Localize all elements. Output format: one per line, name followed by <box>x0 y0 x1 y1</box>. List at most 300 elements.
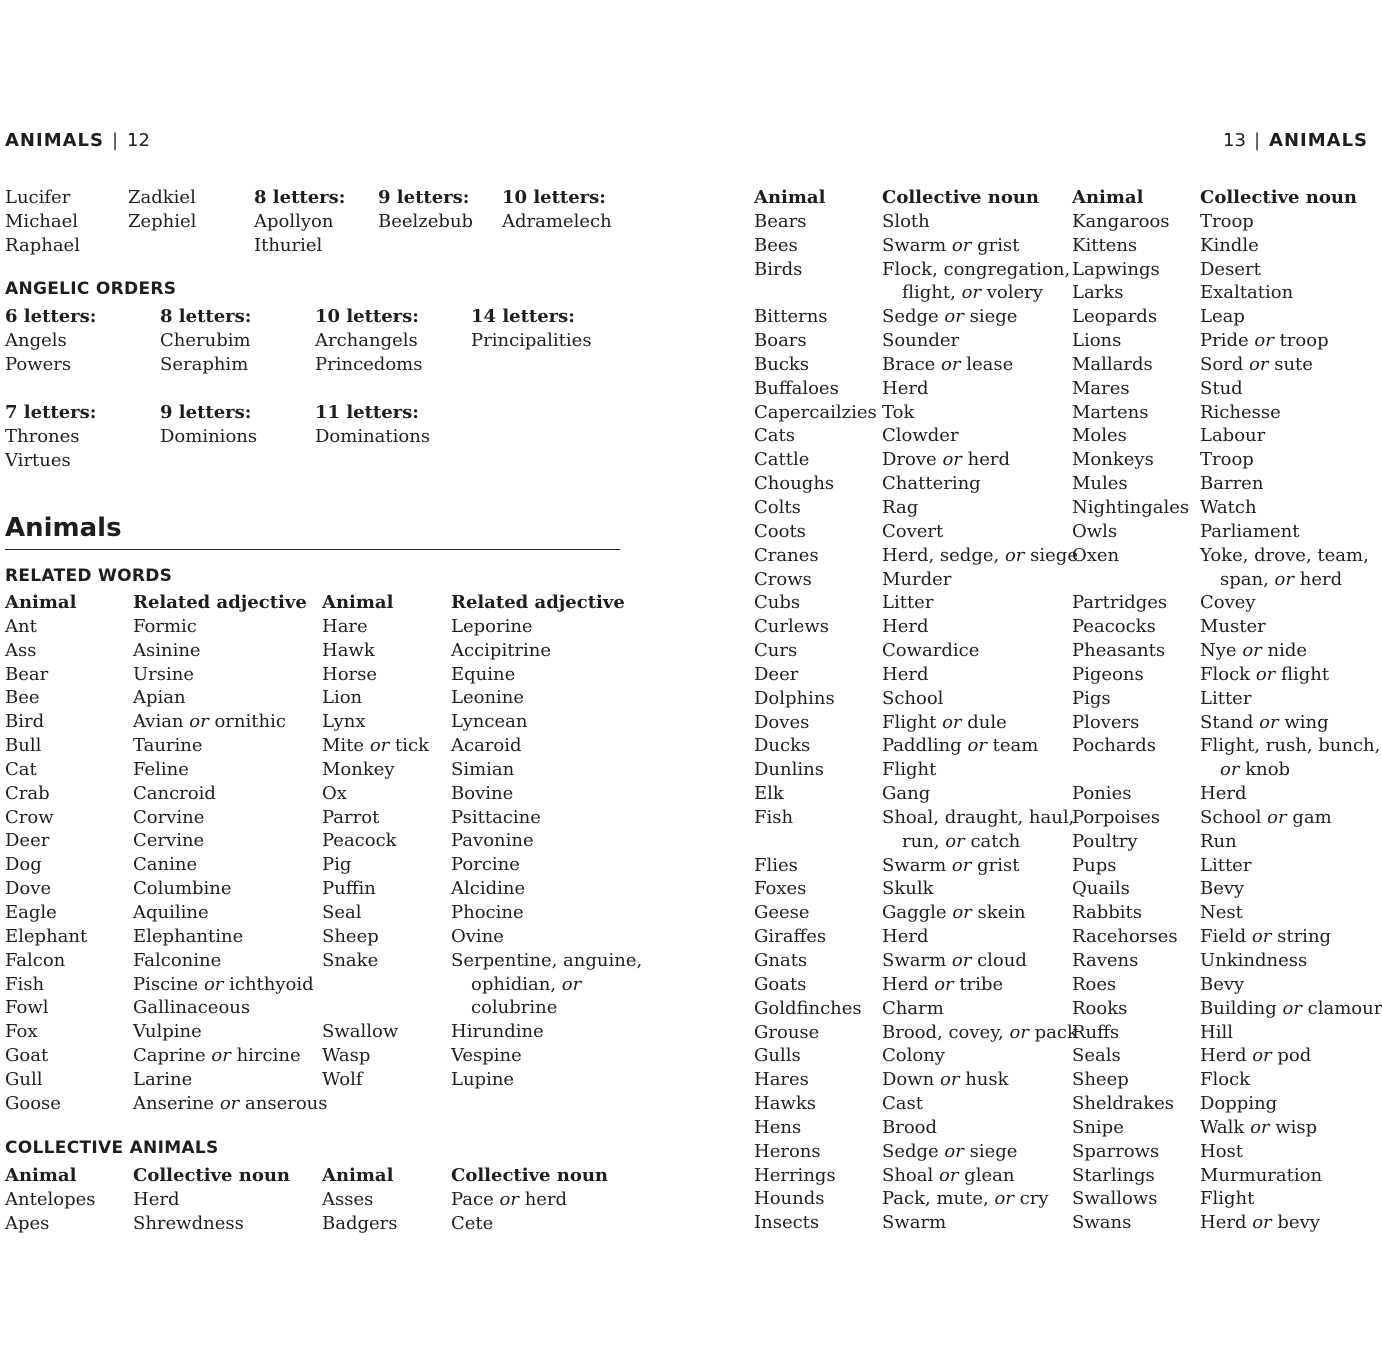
table-cell: Down or husk <box>882 1069 1009 1091</box>
table-cell: Hirundine <box>451 1021 544 1043</box>
table-cell: Barren <box>1200 473 1264 495</box>
table-cell: Lucifer <box>5 187 71 208</box>
column-collective-noun <box>1200 186 1382 1235</box>
cell-list <box>133 615 328 1116</box>
table-cell: Cattle <box>754 449 810 471</box>
table-cell: Gaggle or skein <box>882 902 1026 924</box>
or-conjunction: or <box>561 973 582 995</box>
table-cell: Fish <box>5 973 45 995</box>
table-cell: Mules <box>1072 473 1128 495</box>
table-cell: Serpentine, anguine, <box>451 949 643 971</box>
table-cell: School <box>882 687 944 709</box>
table-cell: Pig <box>322 854 352 876</box>
table-cell: Apes <box>5 1212 50 1234</box>
or-conjunction: or <box>1267 806 1287 828</box>
table-cell: Acaroid <box>451 735 522 757</box>
table-cell: Leopards <box>1072 306 1158 328</box>
cell-list <box>133 1188 290 1236</box>
table-cell: Paddling or team <box>882 735 1039 757</box>
table-cell: Raphael <box>5 234 80 256</box>
table-cell: Herd <box>882 663 929 685</box>
table-cell: Mares <box>1072 377 1130 399</box>
table-cell: Asses <box>322 1188 374 1210</box>
table-cell: Ass <box>5 639 37 661</box>
table-cell: Lyncean <box>451 711 528 733</box>
table-cell: Owls <box>1072 520 1118 542</box>
table-cell: Swarm or grist <box>882 234 1020 256</box>
group-heading: 11 letters: <box>315 402 419 423</box>
table-cell: Clowder <box>882 425 959 447</box>
or-conjunction: or <box>1249 353 1269 375</box>
table-cell: Watch <box>1200 496 1257 518</box>
table-cell: Elephantine <box>133 925 244 947</box>
table-cell: Swarm <box>882 1212 947 1234</box>
table-cell: Mallards <box>1072 353 1153 375</box>
table-cell: Elephant <box>5 925 88 947</box>
or-conjunction: or <box>1242 640 1262 662</box>
table-cell: Feline <box>133 758 189 780</box>
or-conjunction: or <box>1251 926 1272 948</box>
table-cell: Bees <box>754 234 798 256</box>
column-adjective <box>451 591 642 1092</box>
table-cell: Capercailzies <box>754 401 877 423</box>
table-cell: Geese <box>754 902 810 924</box>
table-cell: Pheasants <box>1072 640 1166 662</box>
table-cell: Herd or pod <box>1200 1045 1312 1067</box>
table-cell: Gnats <box>754 950 808 971</box>
table-cell: Insects <box>754 1212 820 1234</box>
table-cell: Pace or herd <box>451 1188 568 1210</box>
column-animal <box>754 186 877 1235</box>
table-cell: Snake <box>322 949 379 971</box>
table-cell <box>322 973 429 997</box>
table-cell: Shoal or glean <box>882 1164 1015 1186</box>
table-cell: Flock, congregation, <box>882 258 1071 280</box>
table-cell: Cherubim <box>160 329 251 351</box>
table-cell: Asinine <box>133 639 201 661</box>
table-cell: Drove or herd <box>882 449 1010 471</box>
cell-list <box>5 1188 95 1236</box>
or-conjunction: or <box>951 950 972 971</box>
table-cell: Goose <box>5 1092 61 1114</box>
name-list <box>254 210 345 258</box>
table-cell: Herd <box>882 616 929 638</box>
table-cell: Crows <box>754 568 812 590</box>
table-cell: Bucks <box>754 353 810 375</box>
or-conjunction: or <box>1220 759 1240 781</box>
table-cell: Ruffs <box>1072 1021 1120 1043</box>
table-cell: Accipitrine <box>451 639 552 661</box>
table-cell: colubrine <box>471 997 558 1019</box>
table-cell: Partridges <box>1072 592 1168 614</box>
group-heading: 9 letters: <box>160 402 252 423</box>
name-group <box>160 305 251 377</box>
table-cell: Kindle <box>1200 234 1259 256</box>
name-group <box>5 401 96 473</box>
table-cell: Covey <box>1200 592 1256 614</box>
table-cell: Flight <box>882 759 937 781</box>
or-conjunction: or <box>938 1164 959 1186</box>
table-cell: Hill <box>1200 1021 1233 1043</box>
cell-list <box>322 1188 398 1236</box>
table-cell: Exaltation <box>1200 282 1294 304</box>
or-conjunction: or <box>967 735 987 757</box>
table-cell: Flies <box>754 854 798 876</box>
table-cell: Cubs <box>754 592 801 614</box>
name-group <box>315 401 430 449</box>
table-cell: Rag <box>882 496 919 518</box>
table-cell: Corvine <box>133 806 205 828</box>
table-cell: Herd or tribe <box>882 973 1004 995</box>
column-animal <box>322 1164 398 1236</box>
column-collective-noun <box>451 1164 608 1236</box>
or-conjunction: or <box>994 1188 1014 1210</box>
table-cell: Horse <box>322 663 378 685</box>
table-cell: Hares <box>754 1069 809 1091</box>
table-cell: Vulpine <box>133 1021 202 1043</box>
table-cell <box>322 996 429 1020</box>
table-cell: Poultry <box>1072 830 1138 852</box>
table-cell: Oxen <box>1072 544 1120 566</box>
column-header: Animal <box>322 592 394 613</box>
table-cell: Bee <box>5 687 40 709</box>
table-cell: Goat <box>5 1045 49 1067</box>
name-list <box>5 329 96 377</box>
table-cell: Grouse <box>754 1021 820 1043</box>
table-cell: Leporine <box>451 615 533 637</box>
table-cell: Monkeys <box>1072 449 1154 471</box>
name-group <box>471 305 592 353</box>
name-group <box>5 305 96 377</box>
table-cell: Cats <box>754 425 795 447</box>
table-cell: Desert <box>1200 258 1261 280</box>
table-cell: Seraphim <box>160 353 249 375</box>
table-cell: Equine <box>451 663 516 685</box>
table-cell <box>1072 758 1189 782</box>
table-cell: Nightingales <box>1072 496 1190 518</box>
divider: | <box>1253 130 1262 151</box>
table-cell: Simian <box>451 758 515 780</box>
table-cell: Badgers <box>322 1212 398 1234</box>
table-cell: Ursine <box>133 663 195 685</box>
or-conjunction: or <box>961 282 982 304</box>
column-animal <box>5 591 87 1116</box>
table-cell: Monkey <box>322 758 395 780</box>
or-conjunction: or <box>942 449 962 471</box>
table-cell: or knob <box>1220 759 1291 781</box>
table-cell: Deer <box>5 830 50 852</box>
table-cell: Puffin <box>322 878 376 900</box>
table-cell: Elk <box>754 783 784 805</box>
table-cell: Murder <box>882 568 952 590</box>
table-cell: Formic <box>133 615 197 637</box>
table-cell: Larks <box>1072 282 1124 304</box>
table-cell: Antelopes <box>5 1188 96 1210</box>
column-header: Related adjective <box>451 592 625 613</box>
table-cell: Piscine or ichthyoid <box>133 973 314 995</box>
column-collective-noun <box>882 186 1078 1235</box>
cell-list <box>882 210 1078 1235</box>
table-cell: Lion <box>322 687 363 709</box>
table-cell: Birds <box>754 258 803 280</box>
table-cell: Porpoises <box>1072 806 1161 828</box>
running-header-right <box>1223 130 1368 151</box>
column-header: Collective noun <box>451 1165 609 1186</box>
table-cell: Pride or troop <box>1200 330 1329 352</box>
group-heading: 9 letters: <box>378 187 470 208</box>
table-cell: Michael <box>5 210 79 232</box>
table-cell: Pigs <box>1072 687 1111 709</box>
name-group <box>502 186 612 234</box>
name-list <box>5 425 96 473</box>
section-name: ANIMALS <box>5 130 104 151</box>
table-cell: flight, or volery <box>902 282 1043 304</box>
table-cell: Curs <box>754 640 798 662</box>
cell-list <box>1200 210 1382 1235</box>
group-heading: 6 letters: <box>5 306 97 327</box>
column-header: Collective noun <box>1200 187 1358 208</box>
table-cell: Bevy <box>1200 878 1245 900</box>
table-cell: Nye or nide <box>1200 640 1308 662</box>
table-cell: Shrewdness <box>133 1212 244 1234</box>
table-cell: Cervine <box>133 830 205 852</box>
table-cell: Vespine <box>451 1045 522 1067</box>
table-cell: Parrot <box>322 806 380 828</box>
cell-list <box>5 615 87 1116</box>
or-conjunction: or <box>1259 711 1279 733</box>
table-cell: Swarm or grist <box>882 854 1020 876</box>
column-header: Animal <box>5 1165 77 1186</box>
or-conjunction: or <box>945 830 965 852</box>
table-cell: Bear <box>5 663 49 685</box>
table-cell: Hawk <box>322 639 375 661</box>
name-group <box>315 305 422 377</box>
or-conjunction: or <box>219 1092 240 1114</box>
table-cell: Flock or flight <box>1200 663 1330 685</box>
table-cell: Eagle <box>5 901 57 923</box>
table-cell: Herrings <box>754 1164 836 1186</box>
table-cell: Ovine <box>451 925 504 947</box>
table-cell: Zadkiel <box>128 187 196 208</box>
or-conjunction: or <box>189 711 209 733</box>
table-cell: Lynx <box>322 711 366 733</box>
table-cell: Murmuration <box>1200 1164 1323 1186</box>
table-cell: Pups <box>1072 854 1117 876</box>
table-cell: Sedge or siege <box>882 306 1018 328</box>
table-cell: Hounds <box>754 1188 825 1210</box>
table-cell: Goldfinches <box>754 997 862 1019</box>
table-cell: Gallinaceous <box>133 997 251 1019</box>
table-cell: Peacock <box>322 830 397 852</box>
group-heading: 10 letters: <box>502 187 606 208</box>
table-cell: Giraffes <box>754 926 827 948</box>
section-title-animals: Animals <box>5 513 122 543</box>
table-cell: Fowl <box>5 997 49 1019</box>
table-cell: Phocine <box>451 901 524 923</box>
table-cell: Herd <box>1200 783 1247 805</box>
divider: | <box>111 130 120 151</box>
name-list <box>315 329 422 377</box>
table-cell: Wasp <box>322 1045 371 1067</box>
table-cell: Host <box>1200 1140 1244 1162</box>
table-cell: Tok <box>882 401 915 423</box>
name-list <box>471 329 592 353</box>
or-conjunction: or <box>1254 330 1274 352</box>
table-cell: Hare <box>322 615 368 637</box>
table-cell: Brood, covey, or pack <box>882 1021 1078 1043</box>
group-heading: 10 letters: <box>315 306 419 327</box>
table-cell: Larine <box>133 1068 193 1090</box>
section-name: ANIMALS <box>1269 130 1368 151</box>
table-cell: Starlings <box>1072 1164 1155 1186</box>
or-conjunction: or <box>499 1188 519 1210</box>
or-conjunction: or <box>1282 997 1302 1019</box>
or-conjunction: or <box>1250 1116 1270 1138</box>
or-conjunction: or <box>952 902 972 924</box>
cell-list <box>451 615 642 1092</box>
table-cell: Doves <box>754 711 810 733</box>
table-cell: Skulk <box>882 878 934 900</box>
table-cell: Falconine <box>133 949 222 971</box>
table-cell: Sounder <box>882 330 960 352</box>
table-cell: Seal <box>322 901 362 923</box>
running-header-left <box>5 130 150 151</box>
table-cell: Unkindness <box>1200 950 1308 971</box>
table-cell: Psittacine <box>451 806 541 828</box>
table-cell: Rabbits <box>1072 902 1142 924</box>
table-cell: Columbine <box>133 878 232 900</box>
table-cell: Swarm or cloud <box>882 950 1027 971</box>
table-cell: Sloth <box>882 210 930 232</box>
column-adjective <box>133 591 328 1116</box>
group-heading: 7 letters: <box>5 402 97 423</box>
or-conjunction: or <box>369 735 390 757</box>
table-cell: Roes <box>1072 973 1117 995</box>
table-cell: Kittens <box>1072 234 1138 256</box>
table-cell: Peacocks <box>1072 616 1156 638</box>
table-cell: Brood <box>882 1116 938 1138</box>
name-list <box>378 210 473 234</box>
group-heading: 8 letters: <box>254 187 346 208</box>
or-conjunction: or <box>1252 1212 1272 1234</box>
table-cell: Avian or ornithic <box>133 711 286 733</box>
table-cell: Labour <box>1200 425 1266 447</box>
table-cell: Herd <box>882 926 929 948</box>
table-cell: Herd, sedge, or siege <box>882 544 1078 566</box>
table-cell: Aquiline <box>133 901 209 923</box>
table-cell: Coots <box>754 520 806 542</box>
column-header: Related adjective <box>133 592 307 613</box>
or-conjunction: or <box>942 711 962 733</box>
table-cell: Virtues <box>5 449 71 471</box>
table-cell: Charm <box>882 997 944 1019</box>
table-cell: Parliament <box>1200 520 1300 542</box>
table-cell: Gang <box>882 783 931 805</box>
or-conjunction: or <box>1274 568 1294 590</box>
table-cell: Ithuriel <box>254 234 323 256</box>
table-cell: Field or string <box>1200 926 1332 948</box>
table-cell: Adramelech <box>502 210 612 232</box>
table-cell: ophidian, or <box>471 973 582 995</box>
table-cell: Mite or tick <box>322 735 429 757</box>
table-cell: Flight, rush, bunch, <box>1200 735 1381 757</box>
section-rule <box>5 549 620 550</box>
table-cell: Lions <box>1072 330 1122 352</box>
table-cell: Martens <box>1072 401 1149 423</box>
or-conjunction: or <box>934 973 954 995</box>
table-cell: Flight or dule <box>882 711 1007 733</box>
table-cell: Seals <box>1072 1045 1121 1067</box>
column-header: Animal <box>754 187 826 208</box>
table-cell: Apollyon <box>254 210 334 232</box>
table-cell: Lupine <box>451 1068 515 1090</box>
column-animal <box>1072 186 1189 1235</box>
table-cell <box>754 830 877 854</box>
or-conjunction: or <box>1009 1021 1029 1043</box>
table-cell: Shoal, draught, haul, <box>882 806 1075 828</box>
table-cell: Leonine <box>451 687 525 709</box>
table-cell <box>754 281 877 305</box>
table-cell: Foxes <box>754 878 807 900</box>
table-cell: Boars <box>754 330 807 352</box>
column-header: Collective noun <box>882 187 1040 208</box>
table-cell: Dopping <box>1200 1093 1278 1115</box>
table-cell: Beelzebub <box>378 210 474 232</box>
table-cell: Swans <box>1072 1212 1132 1234</box>
table-cell: Ravens <box>1072 950 1139 971</box>
table-cell: Bears <box>754 210 807 232</box>
table-cell: Hens <box>754 1116 802 1138</box>
table-cell: Canine <box>133 854 198 876</box>
table-cell: Pigeons <box>1072 663 1144 685</box>
table-cell: Sheep <box>322 925 379 947</box>
column-header: Animal <box>5 592 77 613</box>
table-cell: Ox <box>322 782 347 804</box>
table-cell: Nest <box>1200 902 1243 924</box>
name-group <box>160 401 257 449</box>
table-cell: Alcidine <box>451 878 526 900</box>
table-cell: Muster <box>1200 616 1266 638</box>
table-cell: Swallow <box>322 1021 399 1043</box>
table-cell: School or gam <box>1200 806 1332 828</box>
table-cell: Bovine <box>451 782 514 804</box>
table-cell: Herons <box>754 1140 821 1162</box>
table-cell: Gulls <box>754 1045 801 1067</box>
column-header: Animal <box>322 1165 394 1186</box>
table-cell: Dog <box>5 854 42 876</box>
table-cell: Stand or wing <box>1200 711 1329 733</box>
table-cell: Curlews <box>754 616 830 638</box>
table-cell: Herd <box>882 377 929 399</box>
table-cell: Angels <box>5 329 67 351</box>
table-cell: Falcon <box>5 949 66 971</box>
table-cell: Gull <box>5 1068 43 1090</box>
table-cell: Litter <box>1200 854 1252 876</box>
or-conjunction: or <box>951 854 972 876</box>
table-cell: Litter <box>882 592 934 614</box>
table-cell: Fox <box>5 1021 38 1043</box>
column-animal <box>5 1164 95 1236</box>
column-animal <box>322 591 429 1092</box>
table-cell: Dunlins <box>754 759 824 781</box>
table-cell: Hawks <box>754 1093 816 1115</box>
table-cell: Snipe <box>1072 1116 1124 1138</box>
table-cell: Rooks <box>1072 997 1128 1019</box>
name-list <box>315 425 430 449</box>
table-cell: Sedge or siege <box>882 1140 1018 1162</box>
column-collective-noun <box>133 1164 290 1236</box>
table-cell: Colts <box>754 496 801 518</box>
